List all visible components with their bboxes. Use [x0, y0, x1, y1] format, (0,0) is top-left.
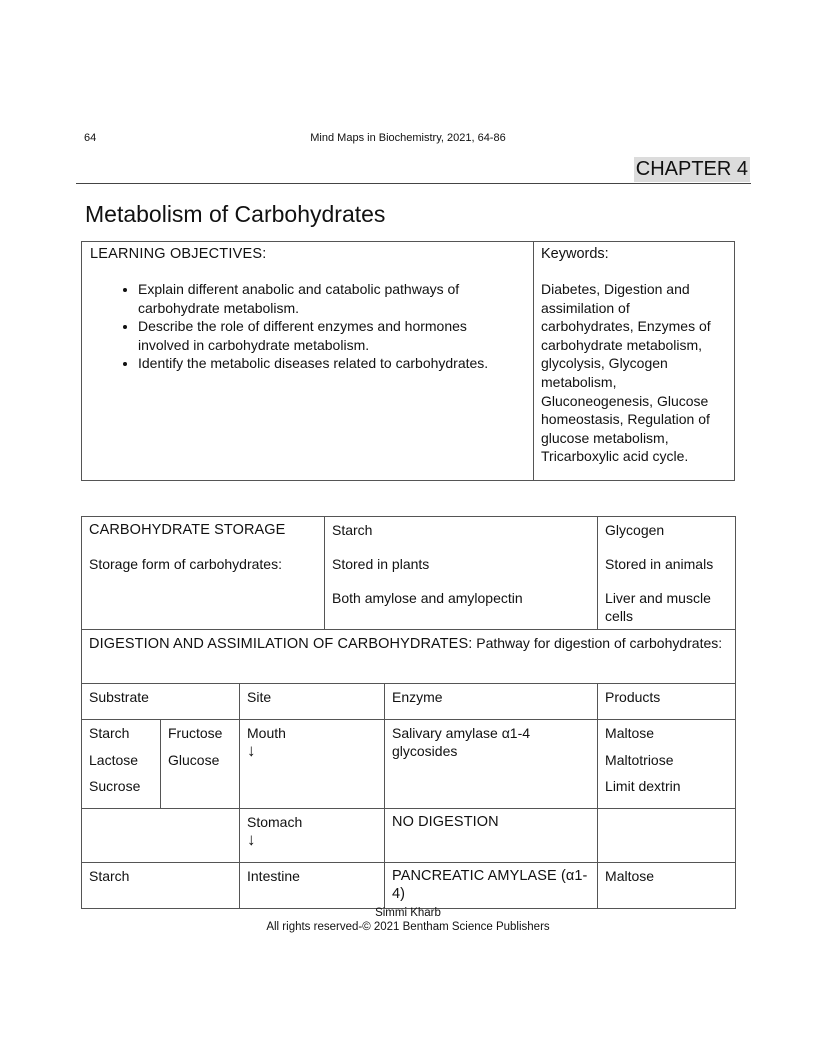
column-header: Products — [598, 684, 736, 720]
table-row — [82, 862, 736, 908]
glycogen-line: Liver and muscle cells — [605, 590, 711, 624]
carbohydrate-table — [81, 516, 736, 909]
substrate-item: Fructose — [168, 725, 223, 741]
down-arrow-icon: ↓ — [247, 741, 256, 760]
column-header: Site — [240, 684, 385, 720]
storage-heading: CARBOHYDRATE STORAGE — [89, 522, 286, 538]
digestion-heading-row — [82, 630, 736, 684]
objectives-box — [81, 241, 735, 481]
page-title: Metabolism of Carbohydrates — [85, 201, 386, 227]
objective-item: • Explain different anabolic and catabolic pathways of carbohydrate metabolism. — [138, 280, 518, 317]
storage-row — [82, 517, 736, 630]
column-header: Substrate — [82, 684, 240, 720]
substrate-cell — [82, 720, 161, 809]
glycogen-cell — [598, 517, 736, 630]
storage-cell — [82, 517, 325, 630]
objective-item: • Identify the metabolic diseases related to carbohydrates. — [138, 354, 518, 373]
table-row — [82, 720, 736, 809]
site-label: Stomach — [247, 813, 303, 830]
digestion-heading: DIGESTION AND ASSIMILATION OF CARBOHYDRATES: — [89, 636, 473, 652]
substrate-cell: Starch — [82, 862, 240, 908]
product-item: Maltotriose — [605, 751, 674, 768]
header-rule — [76, 183, 751, 184]
column-header-row — [82, 684, 736, 720]
storage-label: Storage form of carbohydrates: — [89, 556, 282, 572]
enzyme-cell: Salivary amylase α1-4 glycosides — [385, 720, 598, 809]
footer-author: Simmi Kharb — [375, 907, 441, 919]
glycogen-line: Stored in animals — [605, 556, 714, 572]
digestion-subheading: Pathway for digestion of carbohydrates: — [476, 635, 723, 651]
site-label: Mouth — [247, 725, 286, 741]
site-cell: Intestine — [240, 862, 385, 908]
substrate-item: Glucose — [168, 751, 220, 768]
empty-cell — [598, 808, 736, 862]
product-item: Limit dextrin — [605, 778, 681, 794]
starch-line: Stored in plants — [332, 556, 430, 572]
table-row — [82, 808, 736, 862]
starch-heading: Starch — [332, 522, 373, 538]
starch-cell — [325, 517, 598, 630]
digestion-heading-cell — [82, 630, 736, 684]
objectives-panel — [82, 242, 534, 480]
objective-item: • Describe the role of different enzymes and hormones involved in carbohydrate metabolism. — [138, 317, 518, 354]
glycogen-heading: Glycogen — [605, 522, 665, 538]
chapter-label: CHAPTER 4 — [635, 158, 748, 180]
down-arrow-icon: ↓ — [247, 829, 256, 849]
enzyme-cell: PANCREATIC AMYLASE (α1-4) — [385, 862, 598, 908]
substrate-item: Sucrose — [89, 778, 141, 794]
substrate-cell — [161, 720, 240, 809]
page-number: 64 — [84, 132, 97, 144]
keywords-text: Diabetes, Digestion and assimilation of carbohydrates, Enzymes of carbohydrate metabolism, glycolysis, Glycogen metabolism, Gluconeogenesis, Glucose homeostasis, Regulation of glucose metabolism, Tricarboxylic acid cycle. — [541, 281, 711, 465]
enzyme-cell: NO DIGESTION — [385, 808, 598, 862]
objectives-heading: LEARNING OBJECTIVES: — [90, 246, 267, 262]
running-head: Mind Maps in Biochemistry, 2021, 64-86 — [310, 132, 506, 144]
substrate-item: Starch — [89, 725, 130, 741]
site-cell — [240, 808, 385, 862]
empty-cell — [82, 808, 240, 862]
column-header: Enzyme — [385, 684, 598, 720]
starch-line: Both amylose and amylopectin — [332, 590, 523, 606]
substrate-item: Lactose — [89, 751, 139, 768]
products-cell: Maltose — [598, 862, 736, 908]
products-cell — [598, 720, 736, 809]
site-cell — [240, 720, 385, 809]
footer-rights: All rights reserved-© 2021 Bentham Science Publishers — [266, 921, 550, 933]
product-item: Maltose — [605, 725, 655, 741]
objectives-list — [108, 280, 518, 373]
keywords-heading: Keywords: — [541, 246, 609, 262]
